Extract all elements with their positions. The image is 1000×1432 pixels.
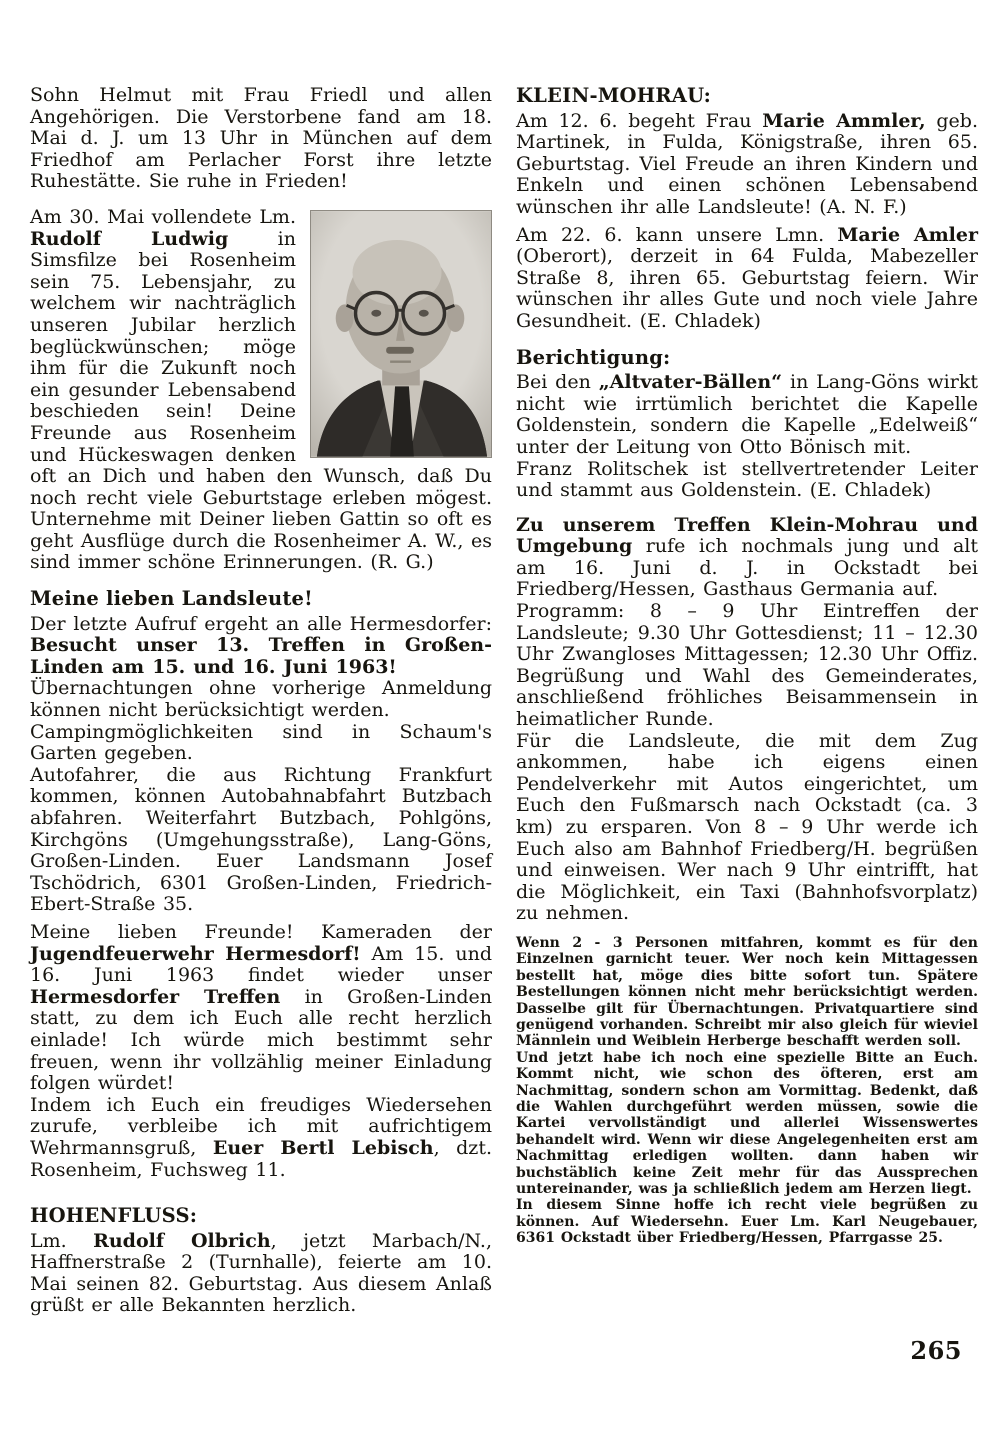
bold-run: Hermesdorfer Treffen <box>30 985 281 1008</box>
small-print-section <box>516 935 978 1247</box>
bold-run: Rudolf Olbrich <box>93 1229 271 1252</box>
uebernachtungen-paragraph: Übernachtungen ohne vorherige Anmeldung können nicht berücksichtigt werden. <box>30 677 492 722</box>
small-print-paragraph-3: In diesem Sinne hoffe ich recht viele begrüßen zu können. Auf Wiedersehn. Euer Lm. Karl Neugebauer, 6361 Ockstadt über Friedberg/Hessen, Pfarrgasse 25. <box>516 1197 978 1247</box>
landsleute-heading: Meine lieben Landsleute! <box>30 587 313 611</box>
obituary-paragraph: Sohn Helmut mit Frau Friedl und allen Angehörigen. Die Verstorbene fand am 18. Mai d. J. um 13 Uhr in München auf dem Friedhof am Perlacher Forst ihre letzte Ruhestätte. Sie ruhe in Frieden! <box>30 84 492 193</box>
portrait-photo <box>310 210 492 458</box>
programm-paragraph: Programm: 8 – 9 Uhr Eintreffen der Landsleute; 9.30 Uhr Gottesdienst; 11 – 12.30 Uhr Zwangloses Mittagessen; 12.30 Uhr Offiz. Begrüßung und Wahl des Gemeinderates, anschließend fröhliches Beisammensein in heimatlicher Runde. <box>516 600 978 731</box>
small-print-paragraph-2: Und jetzt habe ich noch eine spezielle Bitte an Euch. Kommt nicht, wie schon des öfteren, erst am Nachmittag, sondern schon am Vormittag. Bedenkt, daß die Wahlen durchgeführt werden müssen, sowie die Kartei vervollständigt und allerlei Wissenswertes behandelt wird. Wenn wir diese Angelegenheiten erst am Nachmittag erledigen wollten. dann haben wir buchstäblich keine Zeit mehr für das Aussprechen untereinander, was ja schließlich jedem am Herzen liegt. <box>516 1049 978 1198</box>
bold-run: Rudolf Ludwig <box>30 227 229 250</box>
hohenfluss-heading: HOHENFLUSS: <box>30 1204 198 1228</box>
bold-run: Marie Ammler, <box>762 109 926 132</box>
bold-run: Zu unserem Treffen Klein-Mohrau und Umgebung <box>516 513 978 558</box>
small-print-paragraph-1: Wenn 2 - 3 Personen mitfahren, kommt es für den Einzelnen garnicht teuer. Wer noch kein Mittagessen bestellt hat, möge dies bitte sofort tun. Spätere Bestellungen können nicht mehr berücksichtigt werden. Dasselbe gilt für Übernachtungen. Privatquartiere sind genügend vorhanden. Schreibt mir also gleich für wieviel Männlein und Weiblein Herberge beschafft werden soll. <box>516 934 978 1050</box>
bold-run: Marie Amler <box>837 223 979 246</box>
left-column <box>30 85 492 1317</box>
aufruf-paragraph: Der letzte Aufruf ergeht an alle Hermesdorfer: Besucht unser 13. Treffen in Großen-Linden am 15. und 16. Juni 1963! <box>30 612 492 678</box>
ammler-paragraph: Am 12. 6. begeht Frau Marie Ammler, geb. Martinek, in Fulda, Königstraße, ihren 65. Geburtstag. Viel Freude an ihren Kindern und Enkeln und einen schönen Lebensabend wünschen ihr alle Landsleute! (A. N. F.) <box>516 109 979 218</box>
ludwig-birthday-paragraph: Am 30. Mai vollendete Lm. Rudolf Ludwig in Simsfilze bei Rosenheim sein 75. Lebensjahr, zu welchem wir nachträglich unseren Jubilar herzlich beglückwünschen; möge ihm für die Zukunft noch ein gesunder Lebensabend beschieden sein! Deine Freunde aus Rosenheim und Hückeswagen denken oft an Dich und haben den Wunsch, daß Du noch recht viele Geburtstage erleben mögest. Unternehme mit Deiner lieben Gattin so oft es geht Ausflüge durch die Rosenheimer A. W., es sind immer schöne Erinnerungen. (R. G.) <box>30 205 492 574</box>
gruss-paragraph: Indem ich Euch ein freudiges Wiedersehen zurufe, verbleibe ich mit aufrichtigem Wehrmannsgruß, Euer Bertl Lebisch, dzt. Rosenheim, Fuchsweg 11. <box>30 1093 492 1181</box>
berichtigung-heading: Berichtigung: <box>516 345 671 369</box>
klein-mohrau-heading: KLEIN-MOHRAU: <box>516 84 712 107</box>
bold-run: „Altvater-Bällen“ <box>598 371 783 394</box>
rolitschek-paragraph: Franz Rolitschek ist stellvertretender Leiter und stammt aus Goldenstein. (E. Chladek) <box>516 457 978 502</box>
right-column <box>516 85 978 1247</box>
autofahrer-paragraph: Autofahrer, die aus Richtung Frankfurt kommen, können Autobahnabfahrt Butzbach abfahren. Weiterfahrt Butzbach, Pohlgöns, Kirchgöns (Umgehungsstraße), Lang-Göns, Großen-Linden. Euer Landsmann Josef Tschödrich, 6301 Großen-Linden, Friedrich-Ebert-Straße 35. <box>30 763 492 916</box>
pendelverkehr-paragraph: Für die Landsleute, die mit dem Zug ankommen, habe ich eigens einen Pendelverkehr mit Autos eingerichtet, um Euch den Fußmarsch nach Ockstadt (ca. 3 km) zu ersparen. Von 8 – 9 Uhr werde ich Euch also am Bahnhof Friedberg/H. begrüßen und einweisen. Wer nach 9 Uhr eintrifft, hat die Möglichkeit, ein Taxi (Bahnhofsvorplatz) zu nehmen. <box>516 729 978 925</box>
bold-run: Euer Bertl Lebisch <box>212 1136 434 1159</box>
page-number: 265 <box>910 1336 962 1365</box>
amler-paragraph: Am 22. 6. kann unsere Lmn. Marie Amler (Oberort), derzeit in 64 Fulda, Mabezeller Straße 8, ihren 65. Geburtstag feiern. Wir wünschen ihr alles Gute und noch viele Jahre Gesundheit. (E. Chladek) <box>516 223 979 332</box>
bold-run: Besucht unser 13. Treffen in Großen-Linden am 15. und 16. Juni 1963! <box>30 634 492 678</box>
treffen-paragraph: Zu unserem Treffen Klein-Mohrau und Umgebung rufe ich nochmals jung und alt am 16. Juni d. J. in Ockstadt bei Friedberg/Hessen, Gasthaus Germania auf. <box>516 513 978 601</box>
bold-run: Jugendfeuerwehr Hermesdorf! <box>30 942 361 965</box>
camping-paragraph: Campingmöglichkeiten sind in Schaum's Garten gegeben. <box>30 720 492 765</box>
olbrich-paragraph: Lm. Rudolf Olbrich, jetzt Marbach/N., Haffnerstraße 2 (Turnhalle), feierte am 10. Mai seinen 82. Geburtstag. Aus diesem Anlaß grüßt er alle Bekannten herzlich. <box>30 1229 492 1317</box>
altvater-paragraph: Bei den „Altvater-Bällen“ in Lang-Göns wirkt nicht wie irrtümlich berichtet die Kapelle Goldenstein, sondern die Kapelle „Edelweiß“ unter der Leitung von Otto Bönisch mit. <box>516 371 978 458</box>
jugendfeuerwehr-paragraph: Meine lieben Freunde! Kameraden der Jugendfeuerwehr Hermesdorf! Am 15. und 16. Juni 1963 findet wieder unser Hermesdorfer Treffen in Großen-Linden statt, zu dem ich Euch alle recht herzlich einlade! Ich würde mich bestimmt sehr freuen, wenn ihr vollzählig meiner Einladung folgen würdet! <box>30 920 492 1095</box>
portrait-photo-drawing <box>311 211 491 457</box>
